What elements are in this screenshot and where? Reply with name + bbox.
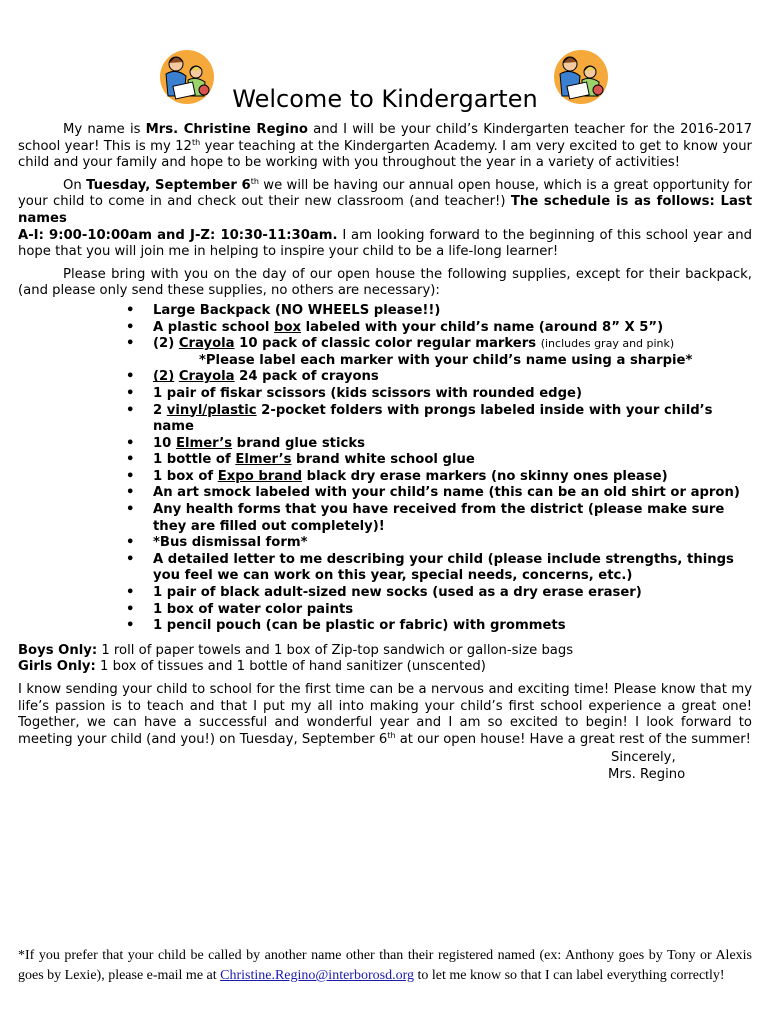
letter-page — [18, 0, 752, 1024]
footnote: *If you prefer that your child be called by another name other than their registered named (ex: Anthony goes by Tony or Alexis goes by Lexie), please e-mail me at Christine.Regino@interborosd.org to let me know so that I can label everything correctly! — [18, 948, 752, 983]
list-item: • 1 pair of black adult-sized new socks (used as a dry erase eraser) — [153, 585, 752, 602]
supply-list — [18, 303, 752, 635]
list-item: • *Bus dismissal form* — [153, 535, 752, 552]
email-link[interactable]: Christine.Regino@interborosd.org — [220, 968, 414, 983]
list-item: • Any health forms that you have received from the district (please make sure they are filled out completely)! — [153, 502, 752, 535]
list-item: • 1 bottle of Elmer’s brand white school glue — [153, 452, 752, 469]
list-item: • 1 box of Expo brand black dry erase markers (no skinny ones please) — [153, 469, 752, 486]
list-item: • A detailed letter to me describing your child (please include strengths, things you feel we can work on this year, special needs, concerns, etc.) — [153, 552, 752, 585]
list-item: • 2 vinyl/plastic 2-pocket folders with prongs labeled inside with your child’s name — [153, 403, 752, 436]
supplies-intro: Please bring with you on the day of our open house the following supplies, except for their backpack, (and please only send these supplies, no others are necessary): — [18, 266, 752, 299]
list-item: • Large Backpack (NO WHEELS please!!) — [153, 303, 752, 320]
page-title: Welcome to Kindergarten — [232, 85, 538, 113]
signoff: Sincerely, — [611, 750, 676, 766]
list-item: • (2) Crayola 10 pack of classic color regular markers (includes gray and pink) — [153, 336, 752, 353]
letter-body — [18, 122, 752, 784]
closing-paragraph: I know sending your child to school for the first time can be a nervous and exciting time! Please know that my life’s passion is to teach and that I put my all into making your child’s first school experience a great one! Together, we can have a successful and wonderful year and I am so excited to begin! I look forward to meeting your child (and you!) on Tuesday, September 6th at our open house! Have a great rest of the summer! — [18, 682, 752, 747]
list-item: • An art smock labeled with your child’s name (this can be an old shirt or apron) — [153, 485, 752, 502]
intro-paragraph: My name is Mrs. Christine Regino and I will be your child’s Kindergarten teacher for the 2016-2017 school year! This is my 12th year teaching at the Kindergarten Academy. I am very excited to get to know your child and your family and hope to be working with you throughout the year in a variety of activities! — [18, 122, 752, 171]
list-item: • (2) Crayola 24 pack of crayons — [153, 369, 752, 386]
list-item: • 10 Elmer’s brand glue sticks — [153, 436, 752, 453]
list-item: • 1 pair of fiskar scissors (kids scissors with rounded edge) — [153, 386, 752, 403]
boys-only-line: Boys Only: 1 roll of paper towels and 1 box of Zip-top sandwich or gallon-size bags Girls Only: 1 box of tissues and 1 bottle of hand sanitizer (unscented) — [18, 642, 574, 675]
signature: Mrs. Regino — [608, 766, 686, 782]
marker-label-note: *Please label each marker with your child’s name using a sharpie* — [199, 352, 693, 368]
list-item: • A plastic school box labeled with your child’s name (around 8” X 5”) — [153, 320, 752, 337]
list-item: • 1 pencil pouch (can be plastic or fabric) with grommets — [153, 618, 752, 635]
list-item: • 1 box of water color paints — [153, 602, 752, 619]
open-house-paragraph: On Tuesday, September 6th we will be having our annual open house, which is a great opportunity for your child to come in and check out their new classroom (and teacher!) The schedule is as follows: Last names A-I: 9:00-10:00am and J-Z: 10:30-11:30am. I am looking forward to the beginning of this school year and hope that you will join me in helping to inspire your child to be a life-long learner! — [18, 176, 752, 260]
